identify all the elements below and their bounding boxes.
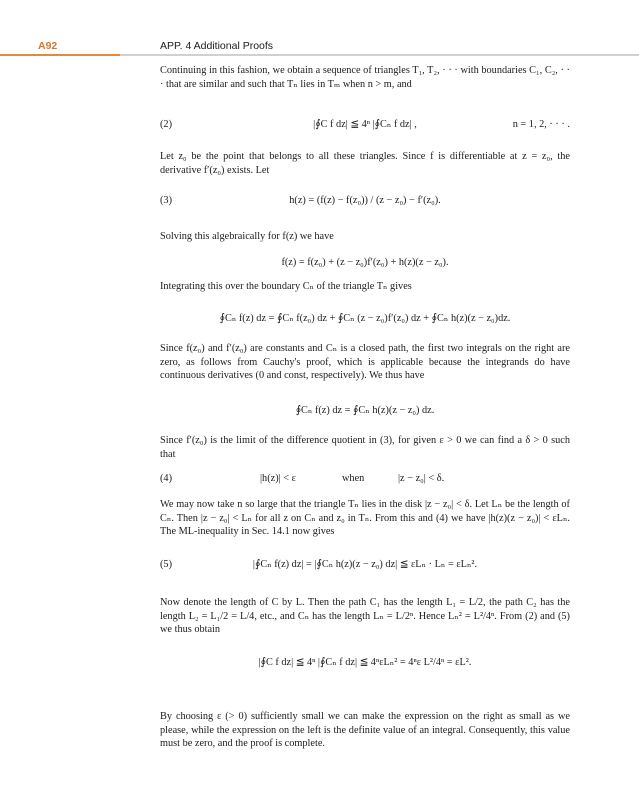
equation-label: (2)	[160, 119, 173, 130]
equation-final	[160, 650, 570, 676]
equation-thus	[160, 398, 570, 424]
equation-2	[160, 112, 570, 138]
paragraph-5: Since f(z₀) and f′(z₀) are constants and Cₙ is a closed path, the first two integrals on the right are zero, as follows from Cauchy's proof, which is applicable because the integrands do have continuous derivatives (0 and const, respectively). We thus have	[160, 343, 570, 382]
equation-3	[160, 188, 570, 214]
equation-label: (5)	[160, 559, 173, 570]
paragraph-1: Continuing in this fashion, we obtain a sequence of triangles T₁, T₂, · · · with boundaries C₁, C₂, · · · that are similar and such that Tₙ lies in Tₘ when n > m, and	[160, 65, 570, 90]
paragraph-8: Now denote the length of C by L. Then the path C₁ has the length L₁ = L/2, the path C₂ has the length L₂ = L₁/2 = L/4, etc., and Cₙ has the length Lₙ = L/2ⁿ. Hence Lₙ² = L²/4ⁿ. From (2) and (5) we thus obtain	[160, 597, 570, 636]
page-number: A92	[38, 40, 58, 52]
equation-body: h(z) = (f(z) − f(z₀)) / (z − z₀) − f′(z₀).	[289, 195, 441, 206]
section-title: APP. 4 Additional Proofs	[160, 40, 274, 52]
paragraph-3: Solving this algebraically for f(z) we have	[160, 231, 334, 242]
equation-right: |z − z₀| < δ.	[398, 473, 445, 484]
paragraph-7: We may now take n so large that the triangle Tₙ lies in the disk |z − z₀| < δ. Let Lₙ be the length of Cₙ. Then |z − z₀| < Lₙ for all z on Cₙ and z₀ in Tₙ. From this and (4) we have |h(z)(z − z₀)| < εLₙ. The ML-inequality in Sec. 14.1 now gives	[160, 499, 570, 538]
equation-body: |∮Cₙ f(z) dz| = |∮Cₙ h(z)(z − z₀) dz| ≦ εLₙ · Lₙ = εLₙ².	[252, 559, 478, 570]
equation-left: |h(z)| < ε	[260, 473, 296, 484]
equation-4	[160, 466, 570, 492]
equation-middle: when	[342, 473, 365, 484]
paragraph-4: Integrating this over the boundary Cₙ of the triangle Tₙ gives	[160, 281, 412, 292]
equation-body: ∮Cₙ f(z) dz = ∮Cₙ f(z₀) dz + ∮Cₙ (z − z₀)f′(z₀) dz + ∮Cₙ h(z)(z − z₀)dz.	[219, 313, 511, 324]
equation-label: (3)	[160, 195, 173, 206]
paragraph-6: Since f′(z₀) is the limit of the difference quotient in (3), for given ε > 0 we can find a δ > 0 such that	[160, 435, 570, 460]
equation-body: |∮C f dz| ≦ 4ⁿ |∮Cₙ f dz| ,	[313, 119, 417, 130]
paragraph-9: By choosing ε (> 0) sufficiently small we can make the expression on the right as small as we please, while the expression on the left is the definite value of an integral. Consequently, this value must be zero, and the proof is complete.	[160, 711, 570, 750]
header-rule	[0, 54, 639, 56]
equation-body: |∮C f dz| ≦ 4ⁿ |∮Cₙ f dz| ≦ 4ⁿεLₙ² = 4ⁿε L²/4ⁿ = εL².	[258, 657, 472, 668]
paragraph-2: Let z₀ be the point that belongs to all these triangles. Since f is differentiable at z = z₀, the derivative f′(z₀) exists. Let	[160, 151, 570, 176]
equation-integrate	[160, 306, 570, 332]
equation-body: f(z) = f(z₀) + (z − z₀)f′(z₀) + h(z)(z − z₀).	[281, 257, 449, 268]
equation-tail: n = 1, 2, · · · .	[512, 119, 570, 130]
equation-solve	[160, 250, 570, 276]
equation-body: ∮Cₙ f(z) dz = ∮Cₙ h(z)(z − z₀) dz.	[295, 405, 435, 416]
equation-label: (4)	[160, 473, 173, 484]
equation-5	[160, 552, 570, 578]
